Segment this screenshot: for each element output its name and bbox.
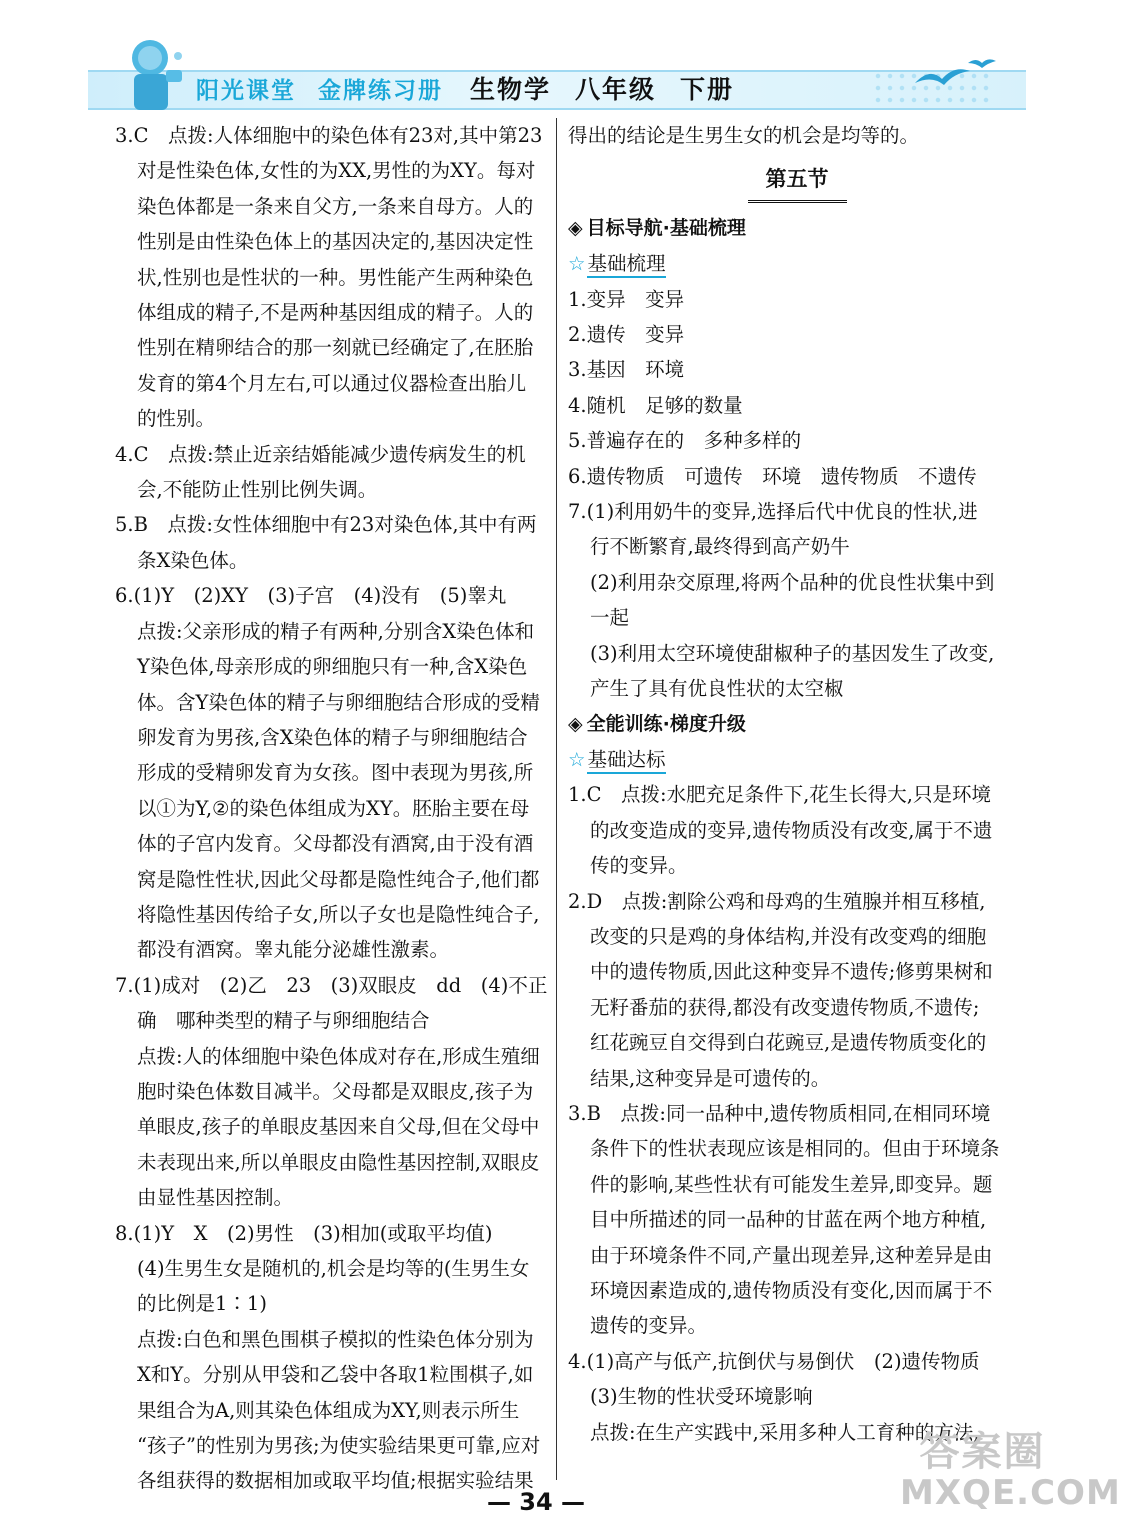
answers-list xyxy=(568,777,1026,1450)
text-line: 中的遗传物质,因此这种变异不遗传;修剪果树和 xyxy=(590,960,993,984)
text-line: 条X染色体。 xyxy=(137,548,249,572)
star-icon: ☆ xyxy=(568,747,586,771)
subheading-standards: ☆ 基础达标 xyxy=(568,742,1026,777)
text-line: 各组获得的数据相加或取平均值;根据实验结果 xyxy=(137,1469,534,1493)
text-line: 由显性基因控制。 xyxy=(137,1186,294,1210)
text-line: 性别在精卵结合的那一刻就已经确定了,在胚胎 xyxy=(137,336,534,360)
answer-item xyxy=(568,777,1026,883)
text-line: 无籽番茄的获得,都没有改变遗传物质,不遗传; xyxy=(590,995,980,1019)
text-line: 3.基因 环境 xyxy=(568,358,685,382)
text-line: 3.B 点拨:同一品种中,遗传物质相同,在相同环境 xyxy=(568,1101,991,1125)
text-line: 6.(1)Y (2)XY (3)子宫 (4)没有 (5)睾丸 xyxy=(115,584,507,608)
text-line: 1.C 点拨:水肥充足条件下,花生长得大,只是环境 xyxy=(568,783,991,807)
section-heading-goals: ◈ 目标导航·基础梳理 xyxy=(568,211,1026,246)
page-header xyxy=(0,0,1072,118)
text-line: 的性别。 xyxy=(137,407,216,431)
subject-name: 生物学 xyxy=(470,75,552,104)
diamond-icon: ◈ xyxy=(568,216,583,239)
mascot-icon xyxy=(120,36,192,114)
text-line: 性别是由性染色体上的基因决定的,基因决定性 xyxy=(137,230,534,254)
grade-label: 八年级 xyxy=(575,75,657,104)
text-line: 的比例是1∶1) xyxy=(137,1292,267,1316)
section-title: 第五节 xyxy=(568,161,1026,202)
text-line: 得出的结论是生男生女的机会是均等的。 xyxy=(568,124,920,147)
text-line: “孩子”的性别为男孩;为使实验结果更可靠,应对 xyxy=(137,1434,541,1458)
answer-item xyxy=(115,437,545,508)
text-line: 卵发育为男孩,含X染色体的精子与卵细胞结合 xyxy=(137,725,528,749)
text-line: 1.变异 变异 xyxy=(568,287,685,311)
text-line: Y染色体,母亲形成的卵细胞只有一种,含X染色 xyxy=(137,655,528,679)
watermark-logo: 答案圈 MXQE.COM xyxy=(900,1429,1121,1513)
text-line: 结果,这种变异是可遗传的。 xyxy=(590,1066,831,1090)
answer-item xyxy=(568,1096,1026,1344)
diamond-icon: ◈ xyxy=(568,712,583,735)
basics-list xyxy=(568,282,1026,494)
text-line: 点拨:白色和黑色围棋子模拟的性染色体分别为 xyxy=(137,1327,534,1351)
text-line: 6.遗传物质 可遗传 环境 遗传物质 不遗传 xyxy=(568,464,977,488)
brand-name-2: 金牌练习册 xyxy=(318,78,443,104)
text-line: 体。含Y染色体的精子与卵细胞结合形成的受精 xyxy=(137,690,540,714)
text-line: 2.D 点拨:割除公鸡和母鸡的生殖腺并相互移植, xyxy=(568,889,986,913)
text-line: 未表现出来,所以单眼皮由隐性基因控制,双眼皮 xyxy=(137,1150,540,1174)
text-line: 点拨:人的体细胞中染色体成对存在,形成生殖细 xyxy=(137,1044,540,1068)
text-line: 都没有酒窝。睾丸能分泌雄性激素。 xyxy=(137,938,450,962)
answer-item xyxy=(115,507,545,578)
answer-item xyxy=(115,968,548,1216)
text-line: 改变的只是鸡的身体结构,并没有改变鸡的细胞 xyxy=(590,924,987,948)
text-line: 由于环境条件不同,产量出现差异,这种差异是由 xyxy=(590,1243,993,1267)
answer-item xyxy=(115,118,545,437)
star-icon: ☆ xyxy=(568,252,586,276)
text-line: 7.(1)成对 (2)乙 23 (3)双眼皮 dd (4)不正 xyxy=(115,973,548,997)
text-line: 点拨:在生产实践中,采用多种人工育种的方法, xyxy=(590,1420,980,1444)
text-line: 红花豌豆自交得到白花豌豆,是遗传物质变化的 xyxy=(590,1031,987,1055)
subheading-basics: ☆ 基础梳理 xyxy=(568,246,1026,281)
text-line: 遗传的变异。 xyxy=(590,1314,708,1338)
left-column xyxy=(115,118,548,1499)
text-line: 体的子宫内发育。父母都没有酒窝,由于没有酒 xyxy=(137,832,534,856)
text-line: 3.C 点拨:人体细胞中的染色体有23对,其中第23 xyxy=(115,124,543,147)
bird-icon xyxy=(910,55,1000,95)
answer-item xyxy=(115,1216,545,1499)
text-line: 窝是隐性性状,因此父母都是隐性纯合子,他们都 xyxy=(137,867,540,891)
text-line: 4.(1)高产与低产,抗倒伏与易倒伏 (2)遗传物质 xyxy=(568,1349,980,1373)
page-number: — 34 — xyxy=(486,1488,586,1516)
text-line: 5.B 点拨:女性体细胞中有23对染色体,其中有两 xyxy=(115,513,537,537)
brand-name-1: 阳光课堂 xyxy=(196,78,296,104)
text-line: 7.(1)利用奶牛的变异,选择后代中优良的性状,进 xyxy=(568,500,978,524)
text-line: 确 哪种类型的精子与卵细胞结合 xyxy=(137,1009,430,1033)
text-line: 件的影响,某些性状有可能发生差异,即变异。题 xyxy=(590,1172,993,1196)
text-line: 4.随机 足够的数量 xyxy=(568,393,743,417)
continuation-paragraph xyxy=(568,118,1026,153)
column-divider xyxy=(556,118,557,1480)
text-line: 状,性别也是性状的一种。男性能产生两种染色 xyxy=(137,265,534,289)
text-line: 传的变异。 xyxy=(590,854,688,878)
text-line: 环境因素造成的,遗传物质没有变化,因而属于不 xyxy=(590,1279,993,1302)
text-line: 的改变造成的变异,遗传物质没有改变,属于不遗 xyxy=(590,818,993,842)
text-line: 点拨:父亲形成的精子有两种,分别含X染色体和 xyxy=(137,619,535,643)
brand-title xyxy=(196,72,443,105)
text-line: 单眼皮,孩子的单眼皮基因来自父母,但在父母中 xyxy=(137,1115,540,1139)
subject-title xyxy=(470,70,758,106)
text-line: 对是性染色体,女性的为XX,男性的为XY。每对 xyxy=(137,159,536,183)
text-line: X和Y。分别从甲袋和乙袋中各取1粒围棋子,如 xyxy=(137,1363,534,1387)
answer-item-7 xyxy=(568,494,1026,706)
text-line: 体组成的精子,不是两种基因组成的精子。人的 xyxy=(137,301,534,325)
answer-item xyxy=(115,578,545,967)
text-line: (2)利用杂交原理,将两个品种的优良性状集中到 xyxy=(590,570,995,594)
answer-item xyxy=(568,884,1026,1096)
text-line: 将隐性基因传给子女,所以子女也是隐性纯合子, xyxy=(137,902,540,926)
text-line: 果组合为A,则其染色体组成为XY,则表示所生 xyxy=(137,1398,520,1422)
text-line: 8.(1)Y X (2)男性 (3)相加(或取平均值) xyxy=(115,1221,493,1245)
text-line: 以①为Y,②的染色体组成为XY。胚胎主要在母 xyxy=(137,796,530,820)
text-line: 5.普遍存在的 多种多样的 xyxy=(568,429,802,453)
text-line: (4)生男生女是随机的,机会是均等的(生男生女 xyxy=(137,1257,530,1280)
volume-label: 下册 xyxy=(680,75,735,104)
text-line: (3)生物的性状受环境影响 xyxy=(590,1385,813,1409)
text-line: 染色体都是一条来自父方,一条来自母方。人的 xyxy=(137,194,534,218)
text-line: 4.C 点拨:禁止近亲结婚能减少遗传病发生的机 xyxy=(115,442,526,466)
text-line: 会,不能防止性别比例失调。 xyxy=(137,478,378,502)
text-line: (3)利用太空环境使甜椒种子的基因发生了改变, xyxy=(590,641,995,665)
right-column xyxy=(568,118,1026,1450)
text-line: 一起 xyxy=(590,606,630,630)
section-heading-training: ◈ 全能训练·梯度升级 xyxy=(568,707,1026,742)
text-line: 行不断繁育,最终得到高产奶牛 xyxy=(590,535,850,559)
text-line: 胞时染色体数目减半。父母都是双眼皮,孩子为 xyxy=(137,1079,534,1103)
text-line: 条件下的性状表现应该是相同的。但由于环境条 xyxy=(590,1137,1000,1161)
text-line: 形成的受精卵发育为女孩。图中表现为男孩,所 xyxy=(137,761,534,785)
text-line: 目中所描述的同一品种的甘蓝在两个地方种植, xyxy=(590,1208,987,1232)
text-line: 发育的第4个月左右,可以通过仪器检查出胎儿 xyxy=(137,371,527,395)
text-line: 2.遗传 变异 xyxy=(568,323,685,347)
text-line: 产生了具有优良性状的太空椒 xyxy=(590,677,844,701)
